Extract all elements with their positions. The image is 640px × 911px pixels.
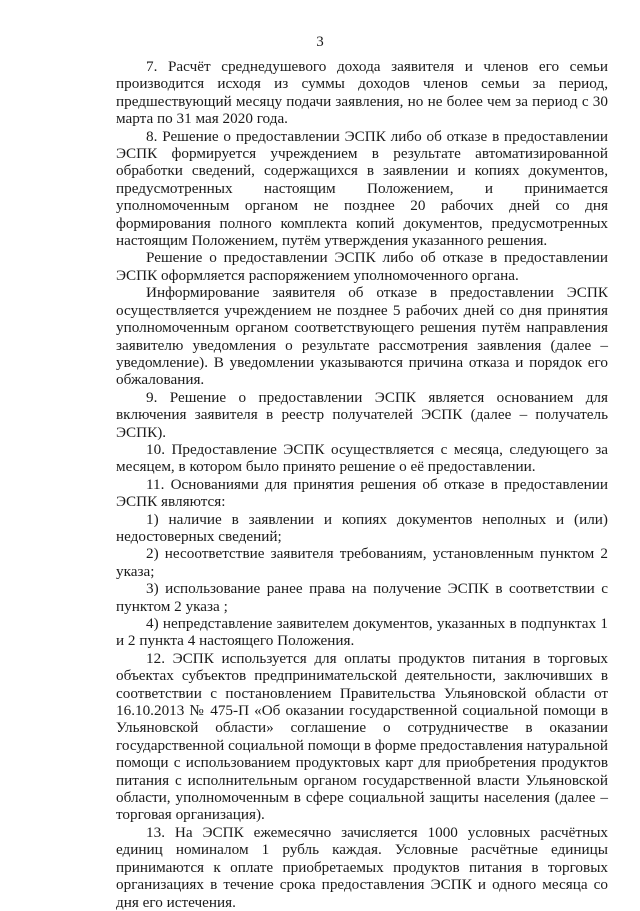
document-body [116, 58, 608, 911]
paragraph-12: 12. ЭСПК используется для оплаты продуктов питания в торговых объектах субъектов предпринимательской деятельности, заключивших в соответствии с постановлением Правительства Ульяновской области от 16.10.2013 № 475-П «Об оказании государственной социальной помощи в Ульяновской области» соглашение о сотрудничестве в оказании государственной социальной помощи в форме предоставления натуральной помощи с использованием продуктовых карт для приобретения продуктов питания с исполнительным органом государственной власти Ульяновской области, уполномоченным в сфере социальной защиты населения (далее – торговая организация). [116, 649, 608, 824]
paragraph-10: 10. Предоставление ЭСПК осуществляется с месяца, следующего за месяцем, в котором было принято решение о её предоставлении. [116, 440, 608, 476]
paragraph-11: 11. Основаниями для принятия решения об отказе в предоставлении ЭСПК являются: [116, 475, 608, 511]
paragraph-9: 9. Решение о предоставлении ЭСПК является основанием для включения заявителя в реестр получателей ЭСПК (далее – получатель ЭСПК). [116, 388, 608, 441]
paragraph-8-notification: Информирование заявителя об отказе в предоставлении ЭСПК осуществляется учреждением не позднее 5 рабочих дней со дня принятия уполномоченным органом соответствующего решения путём направления заявителю уведомления о результате рассмотрения заявления (далее – уведомление). В уведомлении указываются причина отказа и порядок его обжалования. [116, 284, 608, 389]
paragraph-11-item-2: 2) несоответствие заявителя требованиям, установленным пунктом 2 указа; [116, 545, 608, 580]
paragraph-8: 8. Решение о предоставлении ЭСПК либо об отказе в предоставлении ЭСПК формируется учреждением в результате автоматизированной обработки сведений, содержащихся в заявлении и копиях документов, предусмотренных настоящим Положением, и принимается уполномоченным органом не позднее 20 рабочих дней со дня формирования полного комплекта копий документов, предусмотренных настоящим Положением, путём утверждения указанного решения. [116, 127, 608, 250]
paragraph-11-item-1: 1) наличие в заявлении и копиях документов неполных и (или) недостоверных сведений; [116, 510, 608, 545]
paragraph-7: 7. Расчёт среднедушевого дохода заявителя и членов его семьи производится исходя из суммы доходов членов семьи за период, предшествующий месяцу подачи заявления, но не более чем за период с 30 марта по 31 мая 2020 года. [116, 58, 608, 128]
paragraph-8-decision: Решение о предоставлении ЭСПК либо об отказе в предоставлении ЭСПК оформляется распоряжением уполномоченного органа. [116, 249, 608, 284]
page-number: 3 [316, 34, 324, 50]
paragraph-13: 13. На ЭСПК ежемесячно зачисляется 1000 условных расчётных единиц номиналом 1 рубль каждая. Условные расчётные единицы принимаются к оплате приобретаемых продуктов питания в торговых организациях в течение срока предоставления ЭСПК и одного месяца со дня его истечения. [116, 823, 608, 911]
paragraph-11-item-4: 4) непредставление заявителем документов, указанных в подпунктах 1 и 2 пункта 4 настоящего Положения. [116, 615, 608, 650]
paragraph-11-item-3: 3) использование ранее права на получение ЭСПК в соответствии с пунктом 2 указа ; [116, 580, 608, 615]
